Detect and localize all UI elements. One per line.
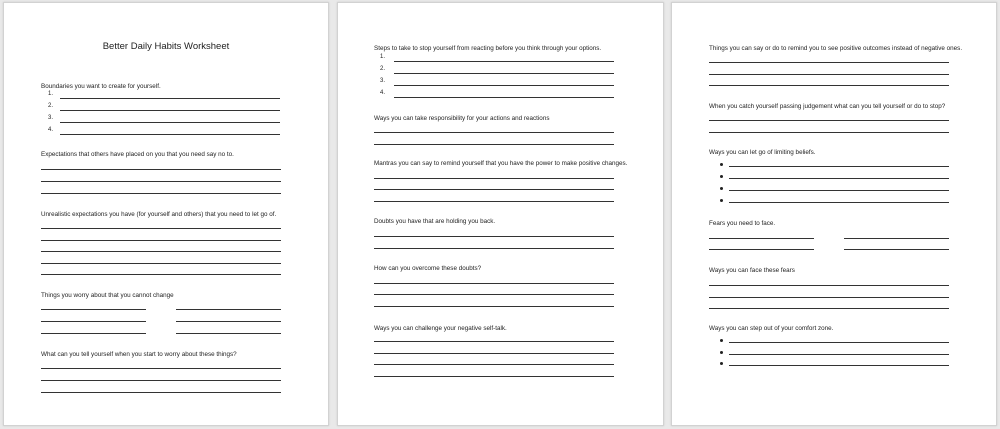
question-responsibility: Ways you can take responsibility for your actions and reactions [374, 115, 550, 122]
question-steps-stop-reacting: Steps to take to stop yourself from reacting before you think through your options. [374, 45, 602, 52]
bullet-icon [720, 163, 723, 166]
answer-line[interactable] [60, 110, 280, 111]
answer-line[interactable] [844, 238, 949, 239]
answer-line[interactable] [374, 248, 614, 249]
answer-line[interactable] [729, 190, 949, 191]
bullet-icon [720, 362, 723, 365]
question-positive-outcomes: Things you can say or do to remind you to see positive outcomes instead of negative ones. [709, 45, 963, 52]
answer-line[interactable] [41, 181, 281, 182]
list-number: 2. [379, 66, 385, 72]
answer-line[interactable] [709, 85, 949, 86]
answer-line[interactable] [41, 380, 281, 381]
question-limiting-beliefs: Ways you can let go of limiting beliefs. [709, 149, 816, 156]
worksheet-title: Better Daily Habits Worksheet [102, 41, 230, 52]
bullet-icon [720, 175, 723, 178]
answer-line[interactable] [374, 376, 614, 377]
answer-line[interactable] [41, 251, 281, 252]
answer-line[interactable] [41, 228, 281, 229]
answer-line[interactable] [41, 321, 146, 322]
answer-line[interactable] [374, 236, 614, 237]
answer-line[interactable] [709, 238, 814, 239]
answer-line[interactable] [729, 342, 949, 343]
answer-line[interactable] [41, 368, 281, 369]
answer-line[interactable] [176, 321, 281, 322]
answer-line[interactable] [374, 144, 614, 145]
answer-line[interactable] [374, 341, 614, 342]
answer-line[interactable] [41, 309, 146, 310]
answer-line[interactable] [176, 333, 281, 334]
answer-line[interactable] [41, 193, 281, 194]
worksheet-page-2 [337, 2, 664, 426]
bullet-icon [720, 199, 723, 202]
answer-line[interactable] [729, 365, 949, 366]
answer-line[interactable] [60, 134, 280, 135]
question-expectations-others: Expectations that others have placed on you that you need say no to. [41, 151, 234, 158]
question-unrealistic-expectations: Unrealistic expectations you have (for yourself and others) that you need to let go of. [41, 211, 277, 218]
list-number: 1. [47, 91, 53, 97]
question-mantras: Mantras you can say to remind yourself that you have the power to make positive changes. [374, 160, 628, 167]
answer-line[interactable] [729, 178, 949, 179]
answer-line[interactable] [394, 97, 614, 98]
list-number: 4. [379, 90, 385, 96]
list-number: 2. [47, 103, 53, 109]
answer-line[interactable] [709, 285, 949, 286]
answer-line[interactable] [374, 283, 614, 284]
answer-line[interactable] [709, 297, 949, 298]
answer-line[interactable] [41, 240, 281, 241]
answer-line[interactable] [60, 122, 280, 123]
bullet-icon [720, 187, 723, 190]
question-negative-self-talk: Ways you can challenge your negative self-talk. [374, 325, 507, 332]
answer-line[interactable] [374, 178, 614, 179]
answer-line[interactable] [729, 166, 949, 167]
question-boundaries: Boundaries you want to create for yourself. [41, 83, 161, 90]
bullet-icon [720, 339, 723, 342]
answer-line[interactable] [374, 201, 614, 202]
answer-line[interactable] [394, 85, 614, 86]
list-number: 3. [47, 115, 53, 121]
answer-line[interactable] [374, 364, 614, 365]
worksheet-page-1 [3, 2, 329, 426]
list-number: 1. [379, 54, 385, 60]
answer-line[interactable] [709, 74, 949, 75]
list-number: 4. [47, 127, 53, 133]
worksheet-page-3 [671, 2, 997, 426]
answer-line[interactable] [709, 132, 949, 133]
answer-line[interactable] [374, 189, 614, 190]
answer-line[interactable] [60, 98, 280, 99]
question-doubts: Doubts you have that are holding you back. [374, 218, 496, 225]
answer-line[interactable] [394, 61, 614, 62]
answer-line[interactable] [709, 120, 949, 121]
answer-line[interactable] [41, 263, 281, 264]
answer-line[interactable] [729, 354, 949, 355]
answer-line[interactable] [41, 274, 281, 275]
answer-line[interactable] [729, 202, 949, 203]
question-worries: Things you worry about that you cannot change [41, 292, 174, 299]
answer-line[interactable] [374, 353, 614, 354]
list-number: 3. [379, 78, 385, 84]
question-overcome-doubts: How can you overcome these doubts? [374, 265, 482, 272]
question-tell-yourself: What can you tell yourself when you start to worry about these things? [41, 351, 237, 358]
answer-line[interactable] [176, 309, 281, 310]
answer-line[interactable] [374, 294, 614, 295]
question-fears-to-face: Fears you need to face. [709, 220, 776, 227]
answer-line[interactable] [709, 62, 949, 63]
answer-line[interactable] [709, 308, 949, 309]
answer-line[interactable] [374, 306, 614, 307]
answer-line[interactable] [374, 132, 614, 133]
answer-line[interactable] [394, 73, 614, 74]
answer-line[interactable] [41, 169, 281, 170]
question-comfort-zone: Ways you can step out of your comfort zone. [709, 325, 834, 332]
answer-line[interactable] [709, 249, 814, 250]
bullet-icon [720, 351, 723, 354]
question-face-fears: Ways you can face these fears [709, 267, 795, 274]
answer-line[interactable] [41, 392, 281, 393]
answer-line[interactable] [41, 333, 146, 334]
answer-line[interactable] [844, 249, 949, 250]
question-passing-judgement: When you catch yourself passing judgement what can you tell yourself or do to stop? [709, 103, 946, 110]
